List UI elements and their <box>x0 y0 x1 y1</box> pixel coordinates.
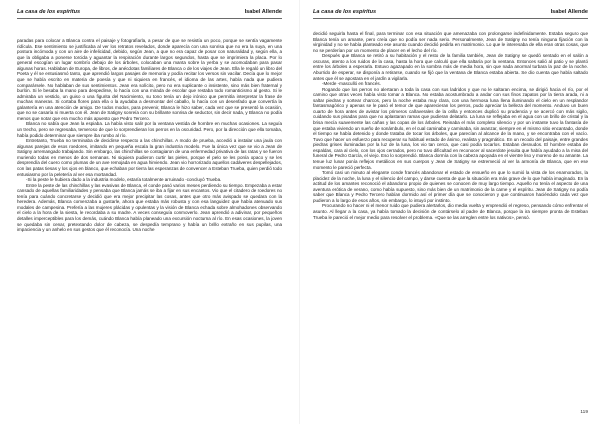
paragraph: Después que Blanca se retiró a su habitación y el resto de la familia también, Jean de Satigny se quedó sentado en el salón a oscuras, atento a los ruidos de la casa, hasta la hora que calculó que ella saltaría por la ventana. Entonces salió al patio y se plantó entre los árboles a esperarla. Estuvo agazapado en la sombra más de media hora, sin que nada anormal turbara la paz de la noche. Aburrido de esperar, se disponía a retirarse, cuando se fijó que la ventana de Blanca estaba abierta. Se dio cuenta que había saltado antes que él se apostara en el jardín a vigilarla. <box>313 53 588 81</box>
paragraph: Procurando no hacer ni el menor ruido que pudiera alertarlos, dio media vuelta y emprendió el regreso, pensando cómo enfrentar el asunto. Al llegar a la casa, ya había tomado la decisión de contárselo al padre de Blanca, porque la ira siempre pronta de Esteban Trueba le pareció el mejor medio para resolver el problema. «Que se las arreglen entre los nativos», pensó. <box>313 203 588 220</box>
header-rule <box>17 18 282 19</box>
page-number: 119 <box>580 410 588 415</box>
right-page <box>300 0 600 424</box>
running-header-book-title: La casa de los espíritus <box>17 9 81 15</box>
running-header-author: Isabel Allende <box>550 9 588 15</box>
paragraph: decidió seguirla hasta el final, para terminar con esa situación que amenazaba con prolongarse indefinidamente. Estaba seguro que Blanca tenía un amante, pero creía que no podía ser nada serio. Personalmente, Jean de Satigny no tenía ninguna fijación con la virginidad y no se había planteado ese asunto cuando decidió pedirla en matrimonio. Lo que le interesaba de ella eran otras cosas, que no se perderían por un momento de placer en el lecho del río. <box>313 31 588 53</box>
header-rule <box>313 18 588 19</box>
paragraph: Entretanto, Trueba no terminaba de decidirse respecto a las chinchillas. A modo de prueba, accedió a instalar una jaula con algunas parejas de esos roedores, imitando en pequeña escala la gran industria modelo. Fue la única vez que se vio a Jean de Satigny arremangado trabajando. Sin embargo, las chinchillas se contagiaron de una enfermedad privativa de las ratas y se fueron muriendo todas en menos de dos semanas. Ni siquiera pudieron curtir las pieles, porque el pelo se les ponía opaco y se les desprendía del cuero como plumas de un ave remojada en agua hirviendo. Jean vio horrorizado aquellos cadáveres despellejados, con las patas tiesas y los ojos en blanco, que echaban por tierra las esperanzas de convencer a Esteban Trueba, quien perdió todo entusiasmo por la peletería al ver esa mortandad. <box>17 138 282 177</box>
paragraph: Entre la peste de las chinchillas y las evasivas de Blanca, el conde pasó varios meses perdiendo su tiempo. Empezaba a estar cansado de aquellas familiaridades y pensaba que Blanca jamás se iba a fijar en sus encantos. Vio que el citadero de roedores no tenía para cuándo concretarse y decidió que era mejor precipitar las cosas, antes que otro más avispado se quedara con la heredera. Además, Blanca comenzaba a gustarle, ahora que estaba más robusta y con esa languidez que había atenuado sus modales de campesina. Prefería a las mujeres plácidas y opulentas y la visión de Blanca echada sobre almohadones observando el cielo a la hora de la siesta, le recordaba a su madre. A veces conseguía conmoverlo. Jean aprendió a adivinar, por pequeños detalles imperceptibles para los demás, cuándo Blanca había planeado una excursión nocturna al río. En esas ocasiones, la joven se quedaba sin cenar, pretextando dolor de cabeza, se despedía temprano y había un brillo extraño en sus pupilas, una impaciencia y un anhelo en sus gestos que él reconocía. Una noche <box>17 182 282 233</box>
paragraph: -Merde -masculló en francés. <box>322 81 381 87</box>
running-header-book-title: La casa de los espíritus <box>313 9 377 15</box>
paragraph: Blanca no sabía que Jean la espiaba. La había visto salir por la ventana vestida de hombre en muchas ocasiones. La seguía un trecho, pero se regresaba, temeroso de que lo sorprendieran los perros en la oscuridad. Pero, por la dirección que ella tomaba, había podido determinar que siempre iba rumbo al río. <box>17 121 282 138</box>
paragraph: -Si la peste le hubiera dado a la industria modelo, estaría totalmente arruinado -concluyó Trueba. <box>26 177 222 183</box>
paragraph: Tomó casi un minuto al elegante conde francés abandonar el estado de ensueño en que lo sumió la vista de los enamorados, la placidez de la noche, la luna y el silencio del campo, y darse cuenta de que la situación era más grave de lo que había imaginado. En la actitud de los amantes reconoció el abandono propio de quienes se conocen de muy largo tiempo. Aquello no tenía el aspecto de una aventura erótica de verano, como había supuesto, sino más bien de un matrimonio de la carne y el espíritu. Jean de Satigny no podía saber que Blanca y Pedro Tercero habían dormido así el primer día que se conocieron y que continuaron haciéndolo cada vez que pudieron a lo largo de esos años, sin embargo, lo intuyó por instinto. <box>313 170 588 203</box>
paragraph: Rogando que los perros no alertaran a toda la casa con sus ladridos y que no le saltaran encima, se dirigió hacia el río, por el camino que otras veces había visto tomar a Blanca. No estaba acostumbrado a andar con sus finos zapatos por la tierra arada, ni a saltar piedras y sortear charcos, pero la noche estaba muy clara, con una hermosa luna llena iluminando el cielo en un resplandor fantasmagórico y apenas se le pasó el temor de que aparecieran los perros, pudo apreciar la belleza del momento. Anduvo un buen cuarto de hora antes de avistar los primeros cañaverales de la orilla y entonces duplicó su prudencia y se acercó con más sigilo, cuidando sus pisadas para que no aplastaran ramas que pudieran delatarlo. La luna se reflejaba en el agua con un brillo de cristal y la brisa mecía suavemente las cañas y las copas de los árboles. Reinaba el más completo silencio y por un instante tuvo la fantasía de que estaba viviendo un sueño de sonámbulo, en el cual caminaba y caminaba, sin avanzar, siempre en el mismo sitio encantado, donde el tiempo se había detenido y donde trataba de tocar los árboles, que parecían al alcance de la mano, y se encontraba con el vacío. Tuvo que hacer un esfuerzo para recuperar su habitual estado de ánimo, realista y pragmático. En un recodo del paisaje, entre grandes piedras grises iluminadas por la luz de la luna, los vio tan cerca, que casi podía tocarlos. Estaban desnudos. El hombre estaba de espaldas, cara al cielo, con los ojos cerrados, pero no tuvo dificultad en reconocer al sacerdote jesuita que había ayudado a la misa del funeral de Pedro García, el viejo. Eso lo sorprendió. Blanca dormía con la cabeza apoyada en el vientre liso y moreno de su amante. La tenue luz lunar ponía reflejos metálicos en sus cuerpos y Jean de Satigny se estremeció al ver la armonía de Blanca, que en ese momento le pareció perfecta. <box>313 86 588 170</box>
running-header-author: Isabel Allende <box>244 9 282 15</box>
right-page-body <box>313 31 588 408</box>
paragraph: paradas para colocar a Blanca contra el paisaje y fotografiarla, a pesar de que se resistía un poco, porque se sentía vagamente ridícula. Ese sentimiento se justificaba al ver los retratos revelados, donde aparecía con una sonrisa que no era la suya, en una postura incómoda y con un aire de infelicidad, debido, según Jean, a que no era capaz de posar con naturalidad y, según ella, a que la obligaba a ponerse torcida y aguantar la respiración durante largos segundos, hasta que se imprimiera la placa. Por lo general escogían un lugar sombrío debajo de los árboles, colocaban una manta sobre la yerba y se acomodaban para pasar algunas horas. Hablaban de Europa, de libros, de anécdotas familiares de Blanca o de los viajes de Jean. Ella le regaló un libro del Poeta y él se entusiasmó tanto, que aprendió largos pasajes de memoria y podía recitar los versos sin vacilar. Decía que lo mejor que se había escrito en materia de poesía y que ni siquiera en francés, el idioma de las artes, había nada que pudiera comparársele. No hablaban de sus sentimientos. Jean era solícito, pero no era suplicante o insistente, sino más bien fraternal y burlón. Si le besaba la mano para despedirse, lo hacía con una mirada de escolar que restaba todo romanticismo al gesto. Si le admiraba un vestido, un guiso o una figurita del Nacimiento, su tono tenía un dejo irónico que permitía interpretar la frase de muchas maneras. Si cortaba flores para ella o la ayudaba a desmontar del caballo, lo hacía con un desenfado que convertía la galantería en una atención de amigo. De todos modos, para prevenir, Blanca le hizo saber, cada vez que se presentó la ocasión, que no se casaría ni muerta con él. Jean de Satigny sonreía con su brillante sonrisa de seductor, sin decir nada, y Blanca no podía menos que notar que era mucho más apuesto que Pedro Tercero. <box>17 38 282 121</box>
left-page-body <box>17 38 282 408</box>
